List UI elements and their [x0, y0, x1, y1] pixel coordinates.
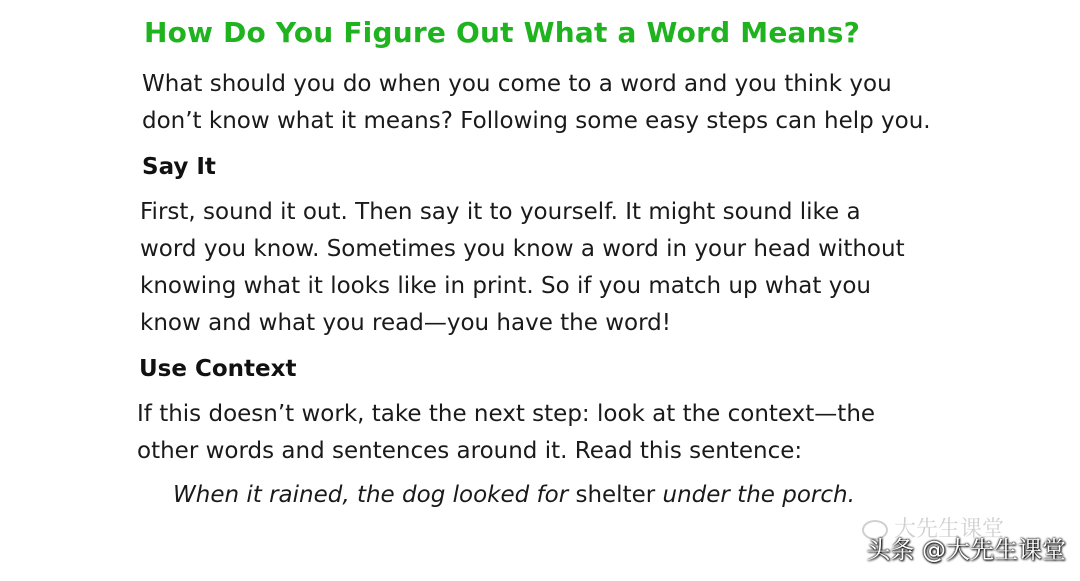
use-context-line-1: If this doesn’t work, take the next step: look at the context—the [137, 401, 876, 427]
faint-watermark-text: 大先生课堂 [894, 517, 1005, 542]
say-it-line-3: knowing what it looks like in print. So if you match up what you [140, 273, 871, 299]
example-target-word: shelter [568, 482, 663, 508]
toutiao-watermark: 头条 @大先生课堂 [866, 536, 1066, 564]
section-heading-say-it: Say It [142, 154, 216, 180]
say-it-line-2: word you know. Sometimes you know a word in your head without [140, 236, 905, 262]
example-part-3: under the porch. [662, 482, 855, 508]
say-it-line-1: First, sound it out. Then say it to yourself. It might sound like a [140, 199, 861, 225]
say-it-paragraph [140, 194, 905, 342]
use-context-line-2: other words and sentences around it. Read this sentence: [137, 438, 803, 464]
use-context-paragraph [137, 396, 875, 470]
intro-line-2: don’t know what it means? Following some easy steps can help you. [142, 108, 931, 134]
section-heading-use-context: Use Context [139, 356, 297, 382]
page-title: How Do You Figure Out What a Word Means? [144, 16, 861, 49]
intro-line-1: What should you do when you come to a word and you think you [142, 71, 892, 97]
intro-paragraph [142, 66, 931, 140]
example-sentence [173, 482, 855, 508]
example-part-1: When it rained, the dog looked for [173, 482, 569, 508]
say-it-line-4: know and what you read—you have the word! [140, 310, 671, 336]
